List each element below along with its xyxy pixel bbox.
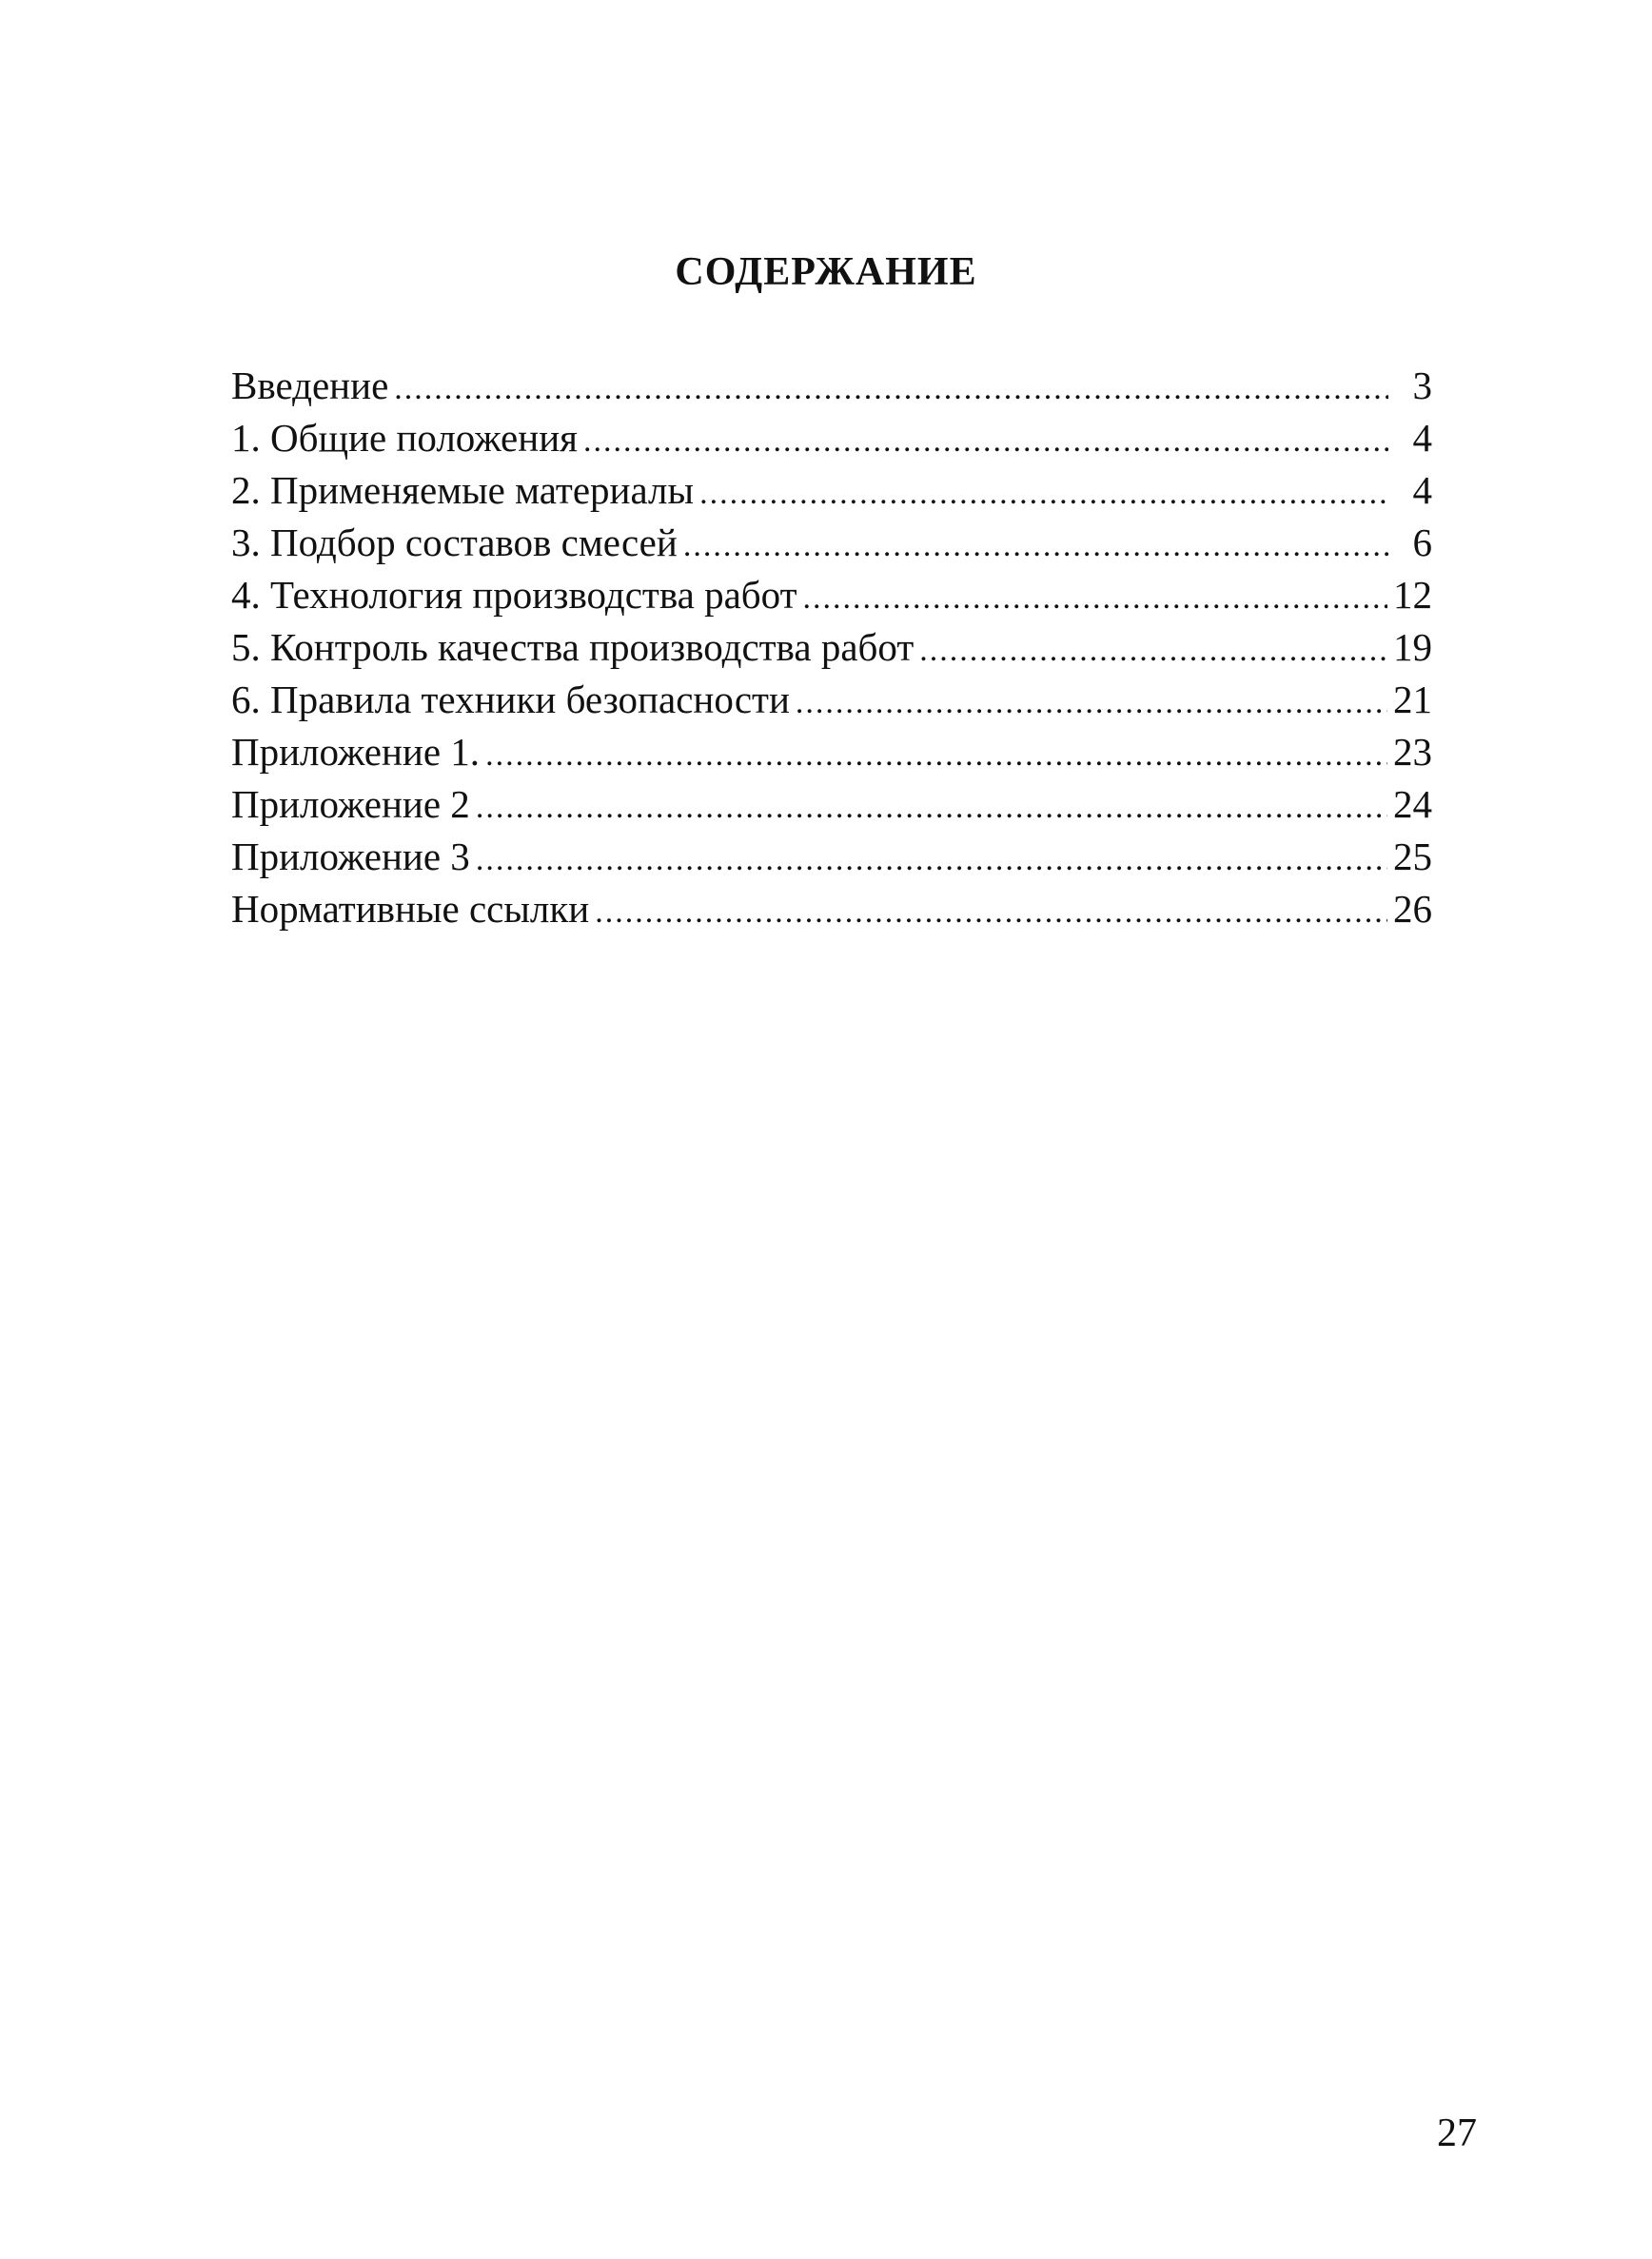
toc-item-page: 3 <box>1412 363 1432 407</box>
toc-item-mix-selection[interactable] <box>231 517 1432 569</box>
toc-dot-leader <box>699 467 1388 520</box>
toc-item-label: 5. Контроль качества производства работ <box>231 625 914 669</box>
toc-item-label: 3. Подбор составов смесей <box>231 521 678 564</box>
toc-item-page: 19 <box>1393 625 1432 669</box>
toc-item-page: 6 <box>1412 521 1432 564</box>
toc-dot-leader <box>394 363 1388 415</box>
toc-item-page: 24 <box>1393 782 1432 826</box>
toc-item-quality-control[interactable] <box>231 621 1432 674</box>
toc-item-label: Введение <box>231 363 389 407</box>
toc-dot-leader <box>476 781 1387 834</box>
table-of-contents <box>231 360 1432 935</box>
toc-item-safety-rules[interactable] <box>231 674 1432 726</box>
toc-item-label: 2. Применяемые материалы <box>231 468 695 512</box>
toc-item-label: 4. Технология производства работ <box>231 573 797 617</box>
toc-item-page: 23 <box>1393 730 1432 774</box>
toc-item-page: 4 <box>1412 468 1432 512</box>
toc-item-appendix-1[interactable] <box>231 726 1432 778</box>
toc-dot-leader <box>595 886 1387 938</box>
toc-dot-leader <box>683 520 1388 572</box>
toc-item-appendix-2[interactable] <box>231 778 1432 831</box>
toc-item-page: 25 <box>1393 835 1432 878</box>
toc-item-materials[interactable] <box>231 464 1432 517</box>
toc-item-label: Приложение 3 <box>231 835 470 878</box>
toc-dot-leader <box>476 834 1387 886</box>
toc-dot-leader <box>919 624 1387 677</box>
toc-item-page: 21 <box>1393 678 1432 721</box>
toc-item-general-provisions[interactable] <box>231 412 1432 464</box>
page-number: 27 <box>1437 2112 1477 2155</box>
toc-dot-leader <box>485 729 1387 781</box>
toc-item-normative-references[interactable] <box>231 883 1432 935</box>
toc-dot-leader <box>803 572 1387 624</box>
toc-item-work-technology[interactable] <box>231 569 1432 621</box>
toc-item-introduction[interactable] <box>231 360 1432 412</box>
page-title: СОДЕРЖАНИЕ <box>675 250 977 294</box>
toc-item-label: Приложение 2 <box>231 782 470 826</box>
toc-item-label: Нормативные ссылки <box>231 887 590 931</box>
toc-item-label: Приложение 1. <box>231 730 481 774</box>
toc-dot-leader <box>796 677 1387 729</box>
toc-item-page: 4 <box>1412 416 1432 460</box>
toc-item-page: 26 <box>1393 887 1432 931</box>
toc-item-label: 1. Общие положения <box>231 416 578 460</box>
toc-item-page: 12 <box>1393 573 1432 617</box>
toc-item-label: 6. Правила техники безопасности <box>231 678 790 721</box>
toc-dot-leader <box>583 415 1388 467</box>
toc-item-appendix-3[interactable] <box>231 831 1432 883</box>
